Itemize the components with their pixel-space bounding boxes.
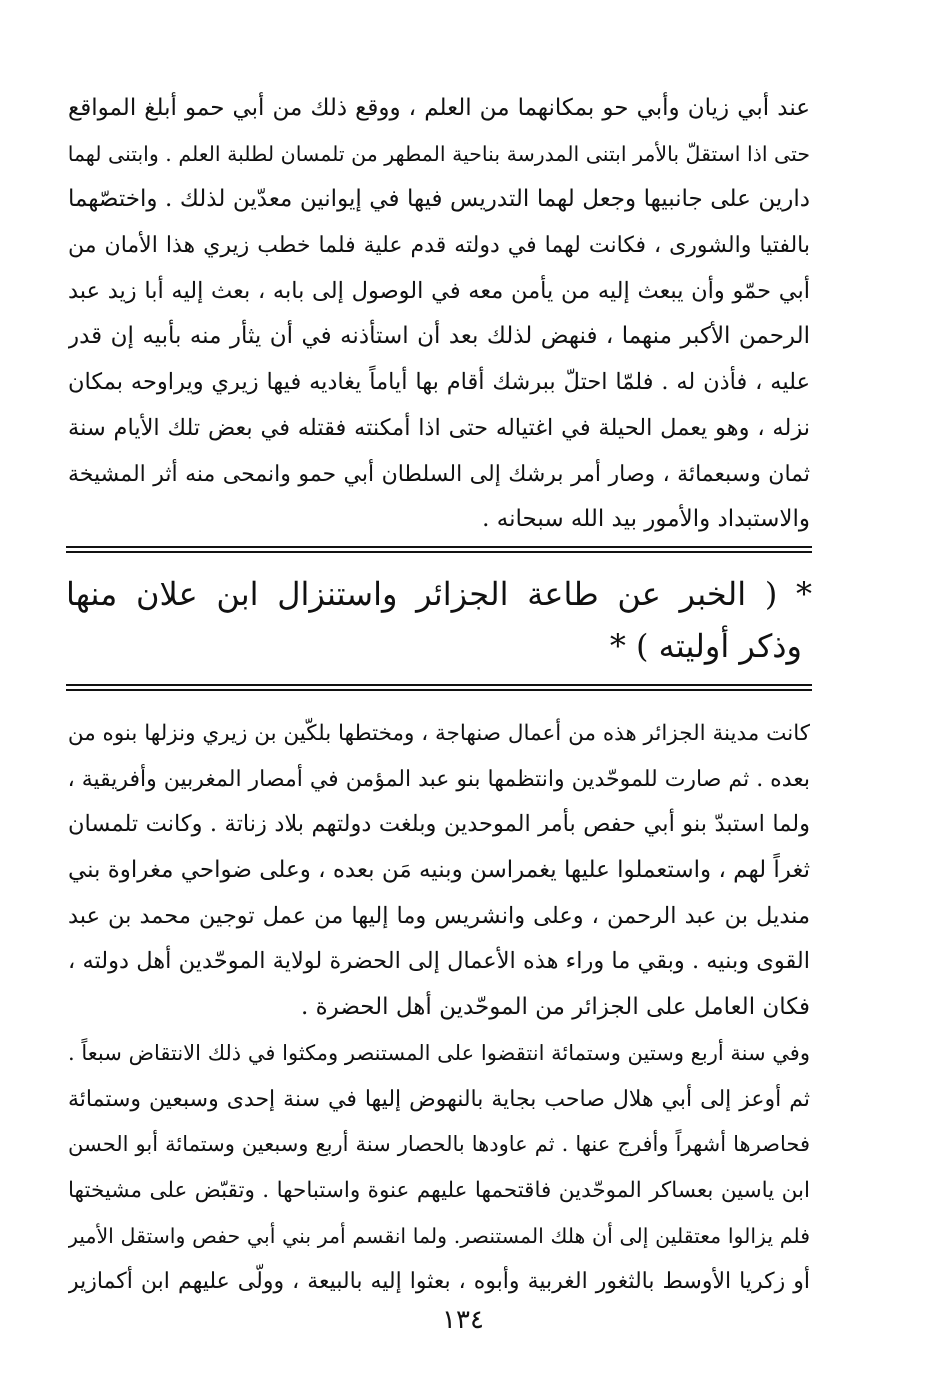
section-heading	[66, 568, 812, 672]
heading-line: وذكر أوليته ) *	[609, 627, 802, 665]
paragraph-bottom	[68, 711, 810, 1305]
text-line: منديل بن عبد الرحمن ، وعلى وانشريس وما إليها من عمل توجين محمد بن عبد	[68, 902, 810, 929]
text-line: نزله ، وهو يعمل الحيلة في اغتياله حتى اذا أمكنته فقتله في بعض تلك الأيام سنة	[68, 414, 810, 441]
double-rule-divider	[66, 546, 812, 553]
page-number: ١٣٤	[442, 1305, 484, 1335]
text-line: ثم أوعز إلى أبي هلال صاحب بجاية بالنهوض إليها في سنة إحدى وسبعين وستمائة	[68, 1086, 810, 1112]
text-line: أو زكريا الأوسط بالثغور الغربية وأبوه ، بعثوا إليه بالبيعة ، وولّى عليهم ابن أكمازير	[68, 1269, 810, 1295]
text-line: بالفتيا والشورى ، فكانت لهما في دولته قدم علية فلما خطب زيري هذا الأمان من	[68, 233, 810, 259]
text-line: ابن ياسين بعساكر الموحّدين فاقتحمها عليهم عنوة واستباحها . وتقبّض على مشيختها	[68, 1177, 810, 1203]
paragraph-top	[68, 86, 810, 543]
text-line: دارين على جانبيها وجعل لهما التدريس فيها في إيوانين معدّين لذلك . واختصّهما	[68, 186, 810, 213]
text-line: فلم يزالوا معتقلين إلى أن هلك المستنصر. ولما انقسم أمر بني أبي حفص واستقل الأمير	[68, 1223, 810, 1248]
text-line: فحاصرها أشهراً وأفرج عنها . ثم عاودها بالحصار سنة أربع وسبعين وستمائة أبو الحسن	[68, 1132, 810, 1157]
text-line: ثمان وسبعمائة ، وصار أمر برشك إلى السلطان أبي حمو وانمحى منه أثر المشيخة	[68, 461, 810, 487]
text-line: ولما استبدّ بنو أبي حفص بأمر الموحدين وبلغت دولتهم بلاد زناتة . وكانت تلمسان	[68, 811, 810, 838]
text-line: حتى اذا استقلّ بالأمر ابتنى المدرسة بناحية المطهر من تلمسان لطلبة العلم . وابتنى لهما	[68, 141, 810, 166]
text-line: كانت مدينة الجزائر هذه من أعمال صنهاجة ، ومختطها بلكّين بن زيري ونزلها بنوه من	[68, 721, 810, 746]
text-line: بعده . ثم صارت للموحّدين وانتظمها بنو عبد المؤمن في أمصار المغربين وأفريقية ،	[68, 766, 810, 792]
text-line: عليه ، فأذن له . فلمّا احتلّ ببرشك أقام بها أياماً يغاديه فيها زيري ويراوحه بمكان	[68, 369, 810, 396]
double-rule-divider	[66, 684, 812, 691]
text-line: والاستبداد والأمور بيد الله سبحانه .	[482, 506, 810, 533]
text-line: الرحمن الأكبر منهما ، فنهض لذلك بعد أن استأذنه في أن يثأر منه بأبيه إن قدر	[68, 323, 810, 350]
heading-line: * ( الخبر عن طاعة الجزائر واستنزال ابن علان منها	[66, 575, 812, 613]
text-line: ثغراً لهم ، واستعملوا عليها يغمراسن وبنيه مَن بعده ، وعلى ضواحي مغراوة بني	[68, 857, 810, 884]
text-line: أبي حمّو وأن يبعث إليه من يأمن معه في الوصول إلى بابه ، بعث إليه أبا زيد عبد	[68, 277, 810, 304]
text-line: عند أبي زيان وأبي حو بمكانهما من العلم ، ووقع ذلك من أبي حمو أبلغ المواقع	[68, 95, 810, 121]
text-line: القوى وبنيه . وبقي ما وراء هذه الأعمال إلى الحضرة لولاية الموحّدين أهل دولته ،	[68, 948, 810, 975]
text-line: فكان العامل على الجزائر من الموحّدين أهل الحضرة .	[300, 994, 810, 1021]
text-line: وفي سنة أربع وستين وستمائة انتقضوا على المستنصر ومكثوا في ذلك الانتقاض سبعاً .	[68, 1040, 810, 1065]
